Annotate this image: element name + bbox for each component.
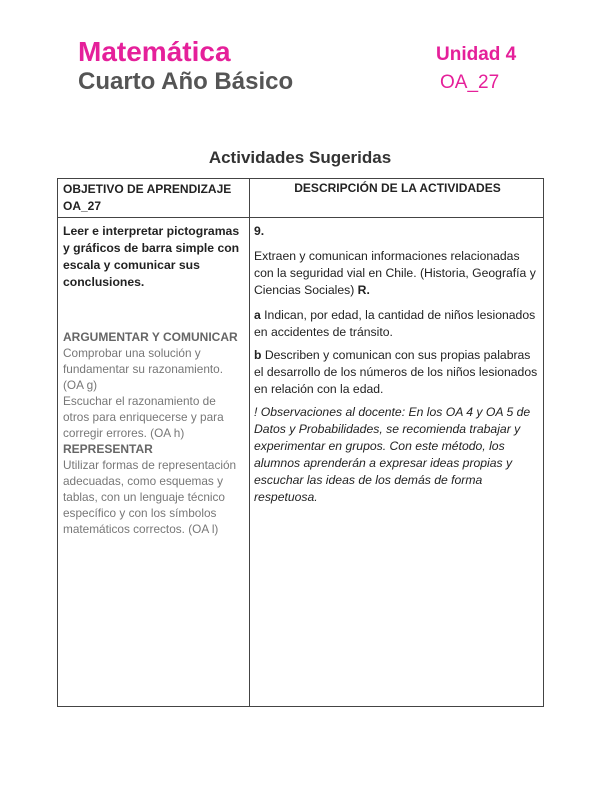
activity-item-b <box>254 347 538 398</box>
header-row-divider <box>58 217 543 218</box>
activities-table <box>57 178 544 707</box>
skill-line: Escuchar el razonamiento de otros para enriquecerse y para corregir errores. (OA h) <box>63 394 224 440</box>
item-b-letter: b <box>254 348 262 362</box>
section-title: Actividades Sugeridas <box>208 148 392 167</box>
unit-label: Unidad 4 <box>436 44 517 65</box>
subject-title: Matemática <box>78 36 231 67</box>
intro-text: Extraen y comunican informaciones relacionadas con la seguridad vial en Chile. (Historia, Geografía y Ciencias Sociales) <box>254 249 536 297</box>
activity-number: 9. <box>254 224 265 238</box>
skill-heading-argumentar: ARGUMENTAR Y COMUNICAR <box>63 330 238 344</box>
skill-line: Comprobar una solución y fundamentar su razonamiento. (OA g) <box>63 346 224 392</box>
objective-text: Leer e interpretar pictogramas y gráficos de barra simple con escala y comunicar sus conclusiones. <box>63 224 240 289</box>
description-cell <box>254 223 538 506</box>
objective-cell <box>63 223 245 537</box>
intro-mark: R. <box>357 283 370 297</box>
oa-label: OA_27 <box>440 72 500 93</box>
skill-line: Utilizar formas de representación adecuadas, como esquemas y tablas, con un lenguaje técnico específico y con los símbolos matemáticos correctos. (OA l) <box>63 458 237 536</box>
skills-block <box>63 329 245 537</box>
objective-column-header: OBJETIVO DE APRENDIZAJE OA_27 <box>63 182 232 213</box>
activity-item-a <box>254 307 538 341</box>
skill-heading-representar: REPRESENTAR <box>63 442 153 456</box>
item-b-text: Describen y comunican con sus propias palabras el desarrollo de los números de los niños lesionados en relación con la edad. <box>254 348 538 396</box>
description-column-header: DESCRIPCIÓN DE LA ACTIVIDADES <box>294 181 501 195</box>
grade-subtitle: Cuarto Año Básico <box>78 68 294 95</box>
item-a-letter: a <box>254 308 261 322</box>
column-divider <box>249 179 250 706</box>
item-a-text: Indican, por edad, la cantidad de niños lesionados en accidentes de tránsito. <box>254 308 536 339</box>
teacher-observation: ! Observaciones al docente: En los OA 4 y OA 5 de Datos y Probabilidades, se recomienda trabajar y experimentar en grupos. Con este método, los alumnos aprenderán a expresar ideas propias y escuchar las ideas de los demás de forma respetuosa. <box>254 405 531 504</box>
activity-intro <box>254 248 538 299</box>
